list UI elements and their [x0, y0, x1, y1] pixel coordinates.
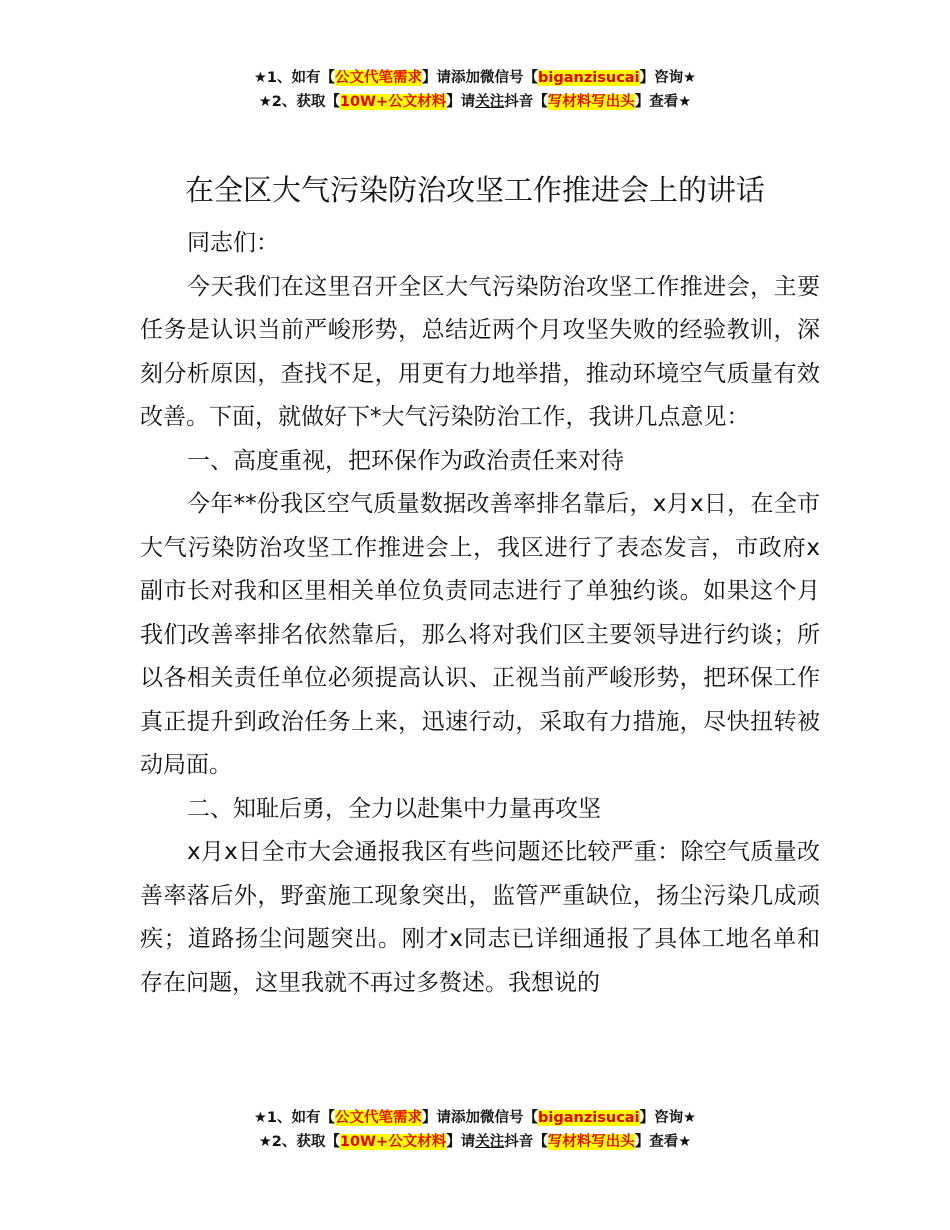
- section-heading-1: 一、高度重视，把环保作为政治责任来对待: [187, 447, 624, 474]
- promo-highlight: 10W+公文材料: [339, 1134, 447, 1150]
- promo-douyin-id: 写材料写出头: [547, 94, 635, 110]
- paragraph-intro: 今天我们在这里召开全区大气污染防治攻坚工作推进会，主要任务是认识当前严峻形势，总结近两个月攻坚失败的经验教训，深刻分析原因，查找不足，用更有力地举措，推动环境空气质量有效改善。下面，就做好下*大气污染防治工作，我讲几点意见：: [140, 273, 820, 430]
- document-title: 在全区大气污染防治攻坚工作推进会上的讲话: [184, 173, 765, 207]
- paragraph-section-2: x月x日全市大会通报我区有些问题还比较严重：除空气质量改善率落后外，野蛮施工现象突出，监管严重缺位，扬尘污染几成顽疾；道路扬尘问题突出。刚才x同志已详细通报了具体工地名单和存在问题，这里我就不再过多赘述。我想说的: [140, 839, 820, 996]
- document-body: [140, 222, 820, 1005]
- promo-highlight: 10W+公文材料: [339, 94, 447, 110]
- promo-line-2: ★2、获取【10W+公文材料】请关注抖音【写材料写出头】查看★: [258, 94, 692, 110]
- salutation: 同志们：: [187, 230, 279, 256]
- promo-wechat-id: biganzisucai: [538, 70, 640, 86]
- promo-highlight: 公文代笔需求: [335, 1110, 423, 1126]
- promo-line-2: ★2、获取【10W+公文材料】请关注抖音【写材料写出头】查看★: [258, 1134, 692, 1150]
- paragraph-section-1: 今年**份我区空气质量数据改善率排名靠后，x月x日，在全市大气污染防治攻坚工作推进会上，我区进行了表态发言，市政府x副市长对我和区里相关单位负责同志进行了单独约谈。如果这个月我们改善率排名依然靠后，那么将对我们区主要领导进行约谈；所以各相关责任单位必须提高认识、正视当前严峻形势，把环保工作真正提升到政治任务上来，迅速行动，采取有力措施，尽快扭转被动局面。: [140, 491, 820, 778]
- promo-douyin-id: 写材料写出头: [547, 1134, 635, 1150]
- promo-header: [0, 66, 950, 114]
- section-heading-2: 二、知耻后勇，全力以赴集中力量再攻坚: [187, 795, 601, 822]
- promo-highlight: 公文代笔需求: [335, 70, 423, 86]
- promo-wechat-id: biganzisucai: [538, 1110, 640, 1126]
- promo-line-1: ★1、如有【公文代笔需求】请添加微信号【biganzisucai】咨询★: [253, 1110, 697, 1126]
- promo-line-1: ★1、如有【公文代笔需求】请添加微信号【biganzisucai】咨询★: [253, 70, 697, 86]
- promo-footer: [0, 1106, 950, 1154]
